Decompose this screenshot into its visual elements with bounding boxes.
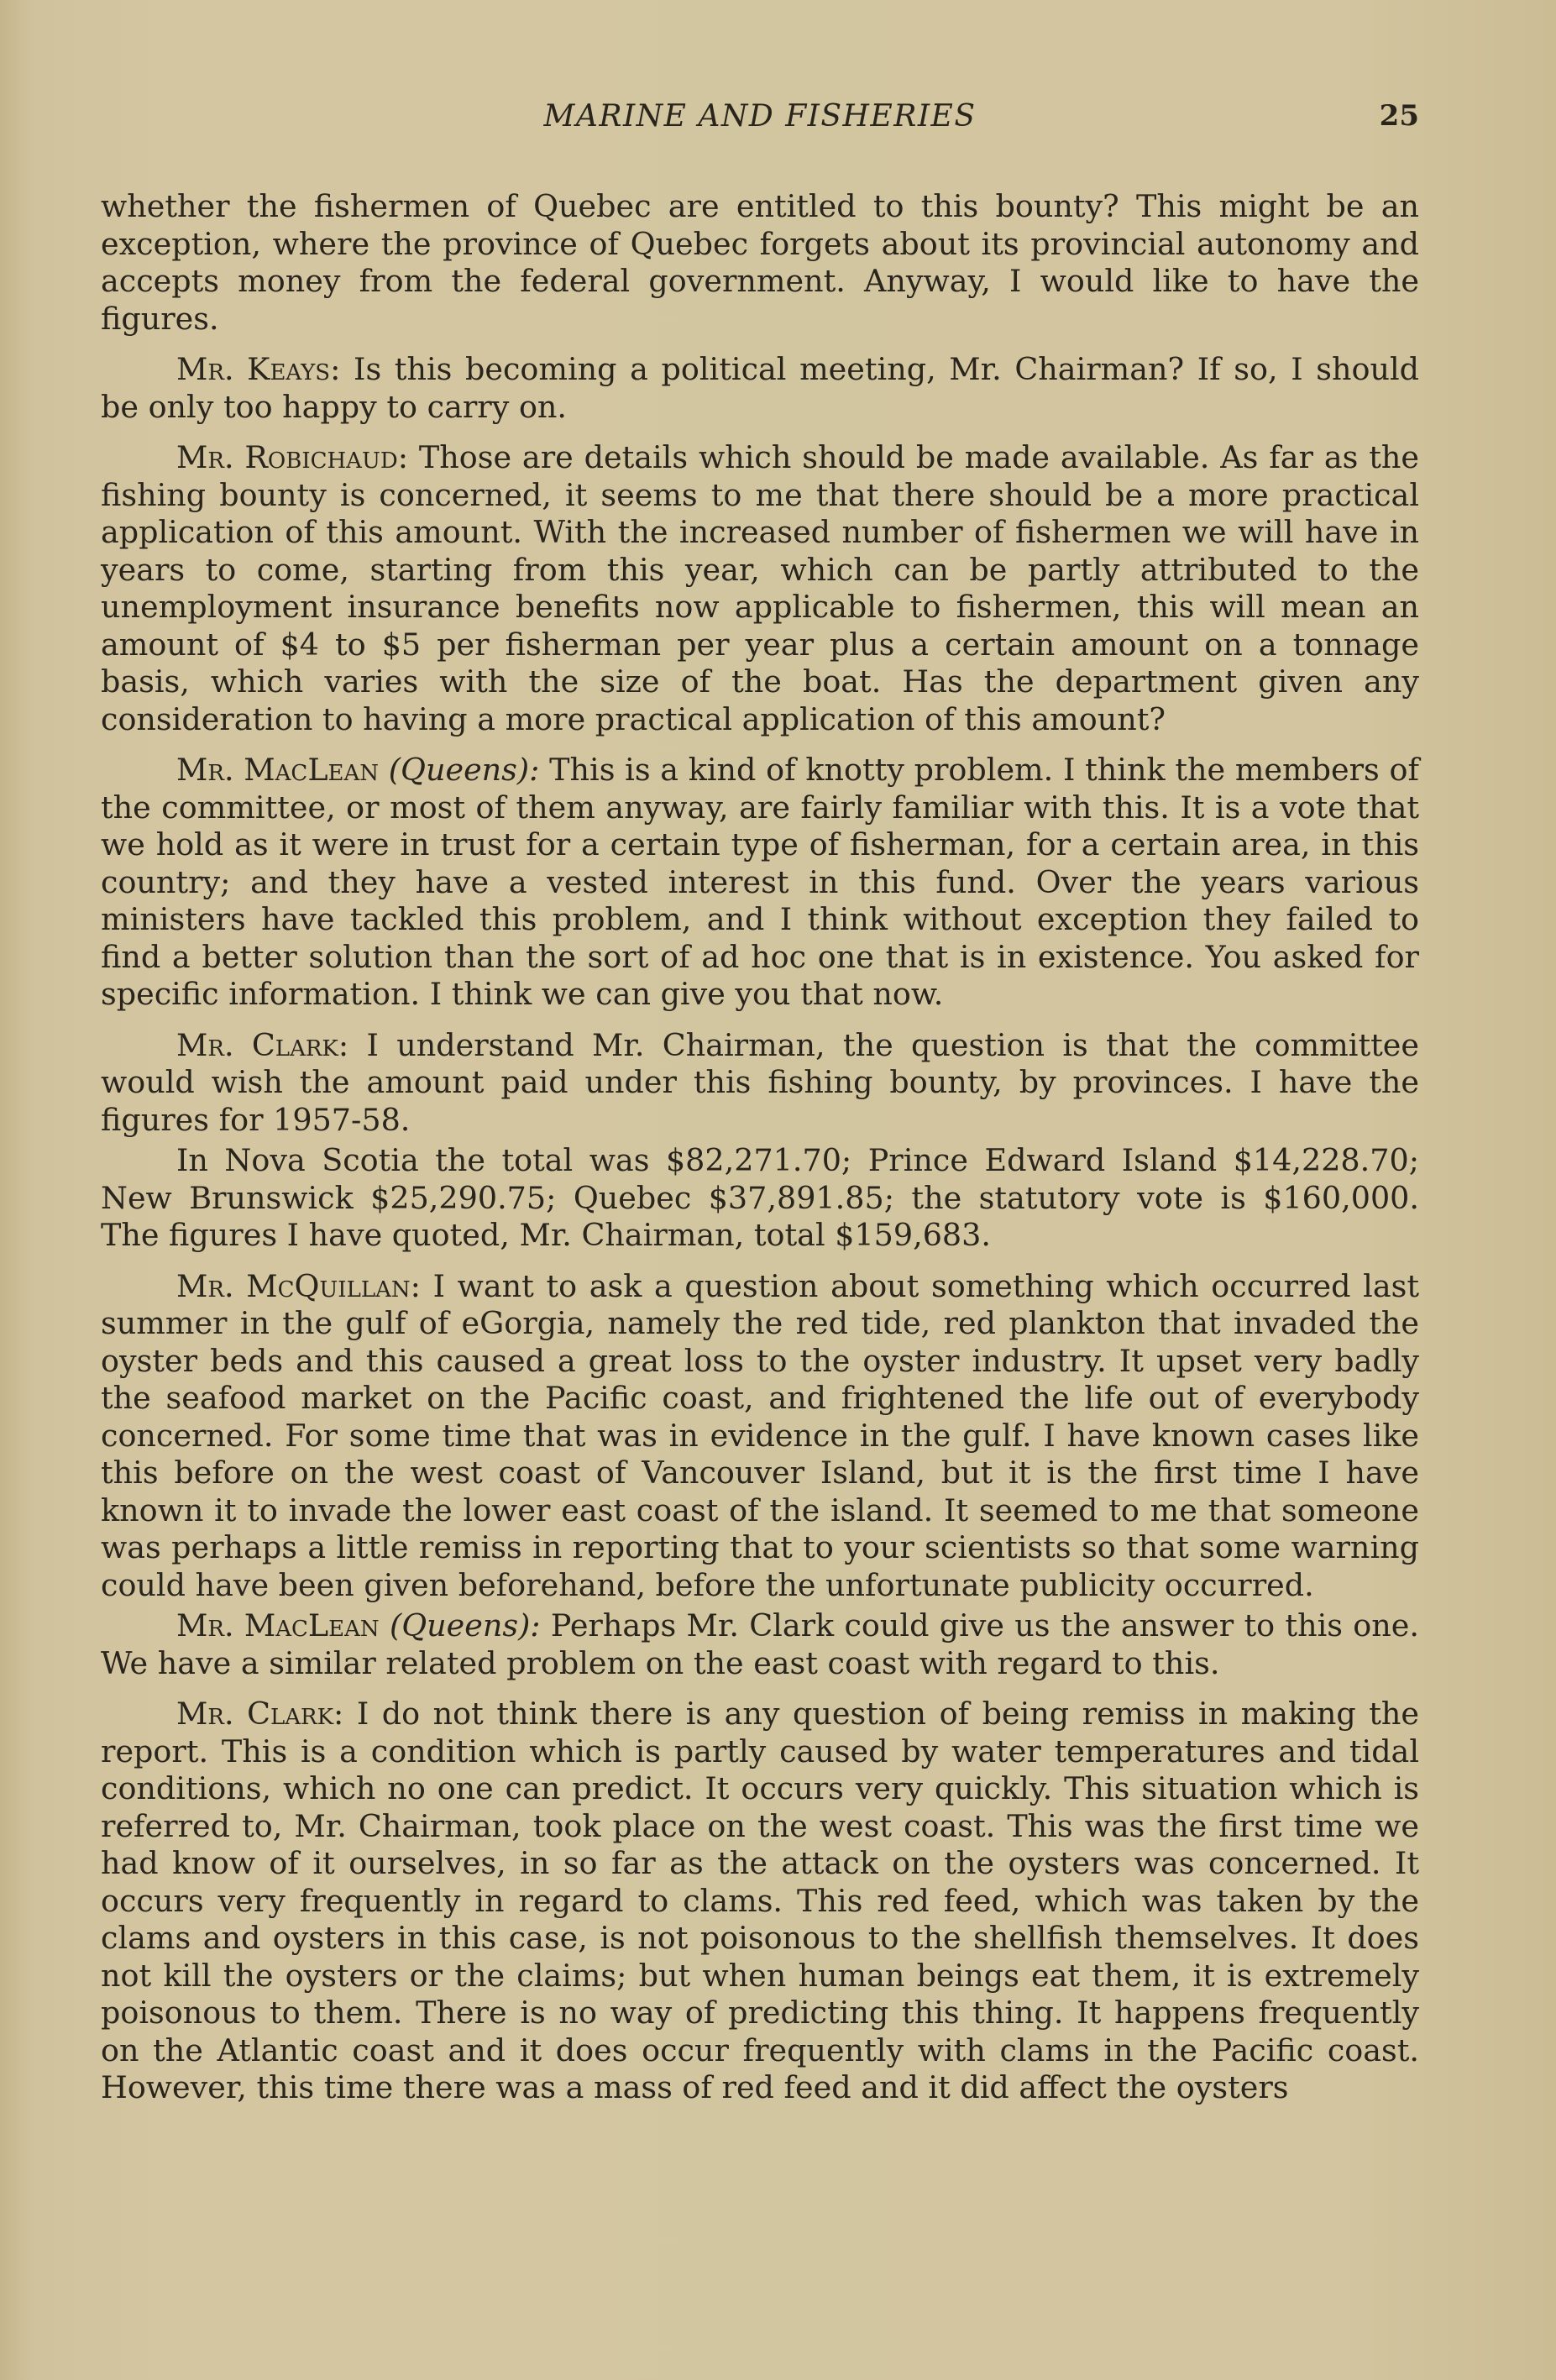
paragraph-mcquillan bbox=[101, 1268, 1419, 1605]
paragraph-text: I understand Mr. Chairman, the question is that the committee would wish the amount paid under this fishing bounty, by provinces. I have the figures for 1957-58. bbox=[101, 1026, 1419, 1138]
paragraph-text: Is this becoming a political meeting, Mr. Chairman? If so, I should be only too happy to carry on. bbox=[101, 351, 1419, 425]
running-title: MARINE AND FISHERIES bbox=[543, 99, 977, 134]
speaker-name: Mr. Clark: bbox=[176, 1696, 344, 1732]
speaker-name: Mr. Keays: bbox=[176, 351, 341, 387]
paragraph-bounty-figures bbox=[101, 1142, 1419, 1255]
paragraph-text: whether the fishermen of Quebec are entitled to this bounty? This might be an exception, where the province of Quebec forgets about its provincial autonomy and accepts money from the federal government. Anyway, I would like to have the figures. bbox=[101, 188, 1419, 337]
paragraph-text: Perhaps Mr. Clark could give us the answer to this one. We have a similar related problem on the east coast with regard to this. bbox=[101, 1607, 1419, 1681]
paragraph-text: I want to ask a question about something which occurred last summer in the gulf of eGorgia, namely the red tide, red plankton that invaded the oyster beds and this caused a great loss to the oyster industry. It upset very badly the seafood market on the Pacific coast, and frightened the life out of everybody concerned. For some time that was in evidence in the gulf. I have known cases like this before on the west coast of Vancouver Island, but it is the first time I have known it to invade the lower east coast of the island. It seemed to me that someone was perhaps a little remiss in reporting that to your scientists so that some warning could have been given beforehand, before the unfortunate publicity occurred. bbox=[101, 1267, 1419, 1603]
speaker-name: Mr. McQuillan: bbox=[176, 1267, 421, 1304]
speaker-name: Mr. Clark: bbox=[176, 1026, 349, 1063]
speaker-name: Mr. MacLean bbox=[176, 1607, 380, 1643]
paragraph-text: I do not think there is any question of being remiss in making the report. This is a condition which is partly caused by water temperatures and tidal conditions, which no one can predict. It occurs very quickly. This situation which is referred to, Mr. Chairman, took place on the west coast. This was the first time we had know of it ourselves, in so far as the attack on the oysters was concerned. It occurs very frequently in regard to clams. This red feed, which was taken by the clams and oysters in this case, is not poisonous to the shellfish themselves. It does not kill the oysters or the claims; but when human beings eat them, it is extremely poisonous to them. There is no way of predicting this thing. It happens frequently on the Atlantic coast and it does occur frequently with clams in the Pacific coast. However, this time there was a mass of red feed and it did affect the oysters bbox=[101, 1696, 1419, 2105]
paragraph-text: Those are details which should be made available. As far as the fishing bounty is concerned, it seems to me that there should be a more practical application of this amount. With the increased number of fishermen we will have in years to come, starting from this year, which can be partly attributed to the unemployment insurance benefits now applicable to fishermen, this will mean an amount of $4 to $5 per fisherman per year plus a certain amount on a tonnage basis, which varies with the size of the boat. Has the department given any consideration to having a more practical application of this amount? bbox=[101, 439, 1419, 737]
body-text bbox=[101, 188, 1419, 2107]
page-content bbox=[101, 94, 1419, 2121]
running-header bbox=[101, 94, 1419, 144]
page-number: 25 bbox=[1379, 99, 1419, 133]
paragraph-continuation bbox=[101, 188, 1419, 338]
paragraph-text: In Nova Scotia the total was $82,271.70; Prince Edward Island $14,228.70; New Brunswick $25,290.75; Quebec $37,891.85; the statutory vote is $160,000. The figures I have quoted, Mr. Chairman, total $159,683. bbox=[101, 1142, 1419, 1253]
paragraph-clark-2 bbox=[101, 1696, 1419, 2107]
paragraph-text: This is a kind of knotty problem. I think the members of the committee, or most of them anyway, are fairly familiar with this. It is a vote that we hold as it were in trust for a certain type of fisherman, for a certain area, in this country; and they have a vested interest in this fund. Over the years various ministers have tackled this problem, and I think without exception they failed to find a better solution than the sort of ad hoc one that is in existence. You asked for specific information. I think we can give you that now. bbox=[101, 752, 1419, 1012]
speaker-constituency: (Queens): bbox=[389, 1607, 541, 1643]
paragraph-clark-1 bbox=[101, 1027, 1419, 1140]
speaker-name: Mr. MacLean bbox=[176, 752, 380, 788]
speaker-constituency: (Queens): bbox=[388, 752, 540, 788]
speaker-name: Mr. Robichaud: bbox=[176, 439, 409, 475]
paragraph-maclean-2 bbox=[101, 1607, 1419, 1682]
paragraph-maclean-1 bbox=[101, 752, 1419, 1014]
paragraph-robichaud bbox=[101, 439, 1419, 738]
paragraph-keays bbox=[101, 351, 1419, 426]
